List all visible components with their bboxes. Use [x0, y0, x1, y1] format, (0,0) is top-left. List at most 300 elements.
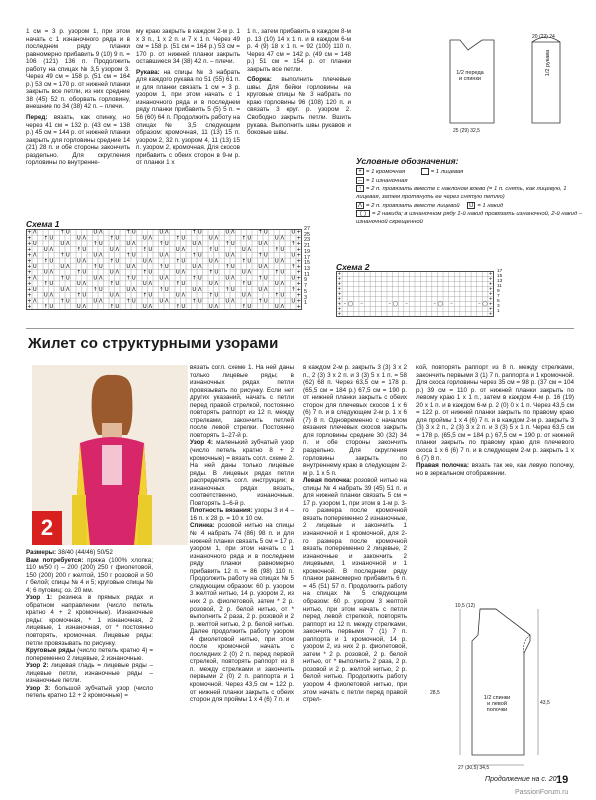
- legend-item: Λ = 2 п. провязать вместе лицевой U = 1 накид: [357, 202, 504, 209]
- grid-symbol: U: [274, 235, 279, 242]
- grid-symbol: U: [263, 252, 268, 259]
- grid-symbol: +: [27, 286, 32, 293]
- grid-symbol: Λ: [115, 246, 120, 253]
- row-number: 25: [304, 231, 311, 238]
- grid-symbol: U: [115, 258, 120, 265]
- grid-symbol: ↑: [109, 235, 114, 242]
- knit-icon: [421, 168, 429, 175]
- grid-symbol: ◯: [392, 302, 399, 308]
- grid-symbol: U: [60, 263, 65, 270]
- grid-symbol: Λ: [32, 298, 37, 305]
- schema-2-grid: [336, 271, 494, 317]
- top-col-2-text: му краю закрыть в каждом 2-м р. 1 х 3 п., 1 х 2 п. и 7 х 1 п. Через 49 см = 158 р. (51 см = 164 р.) 53 см = 170 р. от нижней планки закрыть оставшиеся 34 (38) 42 п. – плечи.: [136, 28, 240, 66]
- grid-symbol: Λ: [181, 246, 186, 253]
- grid-symbol: –: [450, 302, 453, 308]
- grid-symbol: –: [343, 302, 347, 308]
- grid-symbol: U: [32, 286, 37, 293]
- grid-symbol: +: [337, 277, 342, 283]
- schema-2-label: Схема 2: [336, 262, 370, 272]
- grid-symbol: +: [296, 286, 301, 293]
- grid-symbol: ↑: [241, 303, 246, 310]
- grid-symbol: ↑: [159, 286, 164, 293]
- schematic-measure: 27 (30,5) 34,5: [458, 765, 490, 771]
- grid-symbol: ◯: [482, 302, 488, 308]
- pattern-1-heading: Узор 1:: [26, 594, 53, 602]
- grid-symbol: U: [93, 252, 98, 259]
- row-number: 9: [497, 289, 500, 294]
- grid-symbol: U: [60, 241, 65, 248]
- grid-symbol: U: [142, 303, 147, 310]
- grid-symbol: ↑: [76, 269, 81, 276]
- grid-symbol: Λ: [148, 303, 153, 310]
- grid-symbol: U: [280, 292, 285, 299]
- back-heading: Спинка:: [190, 522, 215, 530]
- grid-symbol: U: [225, 298, 230, 305]
- row-number: 17: [497, 269, 503, 274]
- front-heading: Перед:: [26, 114, 48, 122]
- right-front-text: вязать так же, как левую полочку, но в зеркальном отображении.: [416, 462, 574, 477]
- grid-symbol: U: [115, 303, 120, 310]
- legend-item: ↑ = 2 п. провязать вместе с наклоном влево (= 1 п. снять, как лицевую, 1 лицевая, затем протянуть ее через снятую петлю): [356, 186, 567, 200]
- grid-symbol: Λ: [280, 258, 285, 265]
- pattern-2-text: лицевая гладь = лицевые ряды – лицевые петли, изнаночные ряды – изнаночные петли.: [26, 662, 153, 685]
- grid-symbol: ↑: [241, 281, 246, 288]
- grid-symbol: Λ: [98, 275, 103, 282]
- row-number: 19: [304, 248, 311, 255]
- model-photo: [32, 365, 188, 545]
- grid-symbol: U: [43, 292, 48, 299]
- ssk-icon: ↑: [356, 185, 364, 192]
- row-number: 3: [497, 304, 500, 309]
- grid-symbol: ↑: [274, 292, 279, 299]
- grid-symbol: ◯: [437, 302, 443, 308]
- legend-item: ◯ = 2 накида; в изнаночном ряду 1-й накид провязать изнаночной, 2-й накид – изнаночной скрещенной: [356, 211, 583, 225]
- grid-symbol: U: [214, 292, 219, 299]
- grid-symbol: U: [76, 281, 81, 288]
- grid-symbol: ↑: [225, 263, 230, 270]
- top-col-3-text: 1 п., затем прибавить в каждом 8-м р. 13 (10) 14 х 1 п. и в каждом 6-м р. 4 (9) 18 х 1 п. = 92 (100) 110 п. Через 47 см = 142 р. (49 см = 148 р.) 51 см = 154 р. от планки закрыть все петли.: [247, 28, 351, 73]
- grid-symbol: ↑: [192, 229, 197, 236]
- grid-symbol: +: [488, 292, 493, 298]
- grid-symbol: Λ: [98, 298, 103, 305]
- grid-symbol: U: [131, 298, 136, 305]
- schema-1-grid: [26, 229, 302, 311]
- grid-symbol: U: [214, 269, 219, 276]
- grid-symbol: U: [49, 281, 54, 288]
- grid-symbol: U: [291, 252, 296, 259]
- grid-symbol: U: [230, 263, 235, 270]
- grid-symbol: Λ: [230, 298, 235, 305]
- grid-symbol: ↑: [274, 269, 279, 276]
- grid-symbol: U: [98, 286, 103, 293]
- grid-symbol: ↑: [208, 292, 213, 299]
- grid-symbol: ↑: [159, 263, 164, 270]
- row-number: 11: [497, 284, 502, 289]
- grid-symbol: U: [65, 275, 70, 282]
- grid-symbol: Λ: [49, 292, 54, 299]
- grid-symbol: U: [192, 286, 197, 293]
- grid-symbol: Λ: [32, 252, 37, 259]
- grid-symbol: U: [208, 303, 213, 310]
- row-number: 13: [497, 279, 503, 284]
- grid-symbol: U: [49, 235, 54, 242]
- grid-symbol: ↑: [43, 303, 48, 310]
- grid-symbol: Λ: [82, 281, 87, 288]
- grid-symbol: U: [247, 258, 252, 265]
- grid-symbol: U: [82, 246, 87, 253]
- top-col-1: [26, 28, 130, 167]
- top-col-1-text: 1 см = 3 р. узором 1, при этом начать с 1 изнаночного ряда и в последнем ряду планки равномерно прибавить 9 (10) 9 п. = 106 (121) 136 п. Продолжить работу на спицах № 3,5 узором 3. Через 49 см = 158 р. (51 см = 164 р.) 53 см = 170 р. от нижней планки закрыть все петли, из них средние 38 (45) 52 п. оборвать горловину, внешние по 34 (38) 42 п. – плечи.: [26, 28, 130, 111]
- grid-symbol: U: [164, 286, 169, 293]
- grid-symbol: U: [142, 281, 147, 288]
- pattern-3-text: большой зубчатый узор (число петель кратно 12 + 2 кромочные) =: [26, 684, 153, 700]
- grid-symbol: ↑: [142, 246, 147, 253]
- grid-symbol: U: [49, 258, 54, 265]
- grid-symbol: ↑: [291, 263, 296, 270]
- row-number: 3: [304, 294, 308, 301]
- grid-symbol: Λ: [115, 292, 120, 299]
- grid-symbol: +: [488, 297, 493, 303]
- grid-symbol: +: [27, 303, 32, 310]
- schematic-measure: 43,5: [540, 700, 550, 706]
- grid-symbol: ↑: [60, 252, 65, 259]
- grid-symbol: ↑: [225, 286, 230, 293]
- grid-symbol: Λ: [65, 241, 70, 248]
- grid-symbol: U: [197, 252, 202, 259]
- left-front-text: розовой нитью на спицы № 4 набрать 39 (45) 51 п. и для нижней планки связать 5 см = 17 р. узором 1, при этом в 1-м р. 3-го размера после кромочной вязать попеременно 2 изнаночные, 2 лицевые и закончить 1 изнаночной и 1 кромочной, для 2-го размера после кромочной вязать попеременно 2 лицевые, 2 изнаночные и закончить 2 лицевыми, 1 изнаночной и 1 кромочной. В последнем ряду планки равномерно прибавить 6 п. = 45 (51) 57 п. Продолжить работу на спицах № 5 следующим образом: 60 р. узором 3 желтой нитью, при этом начать с петли перед левой стрелкой, повторять раппорт из 12 п. между стрелками, закончить первыми 7 (1) 7 п. раппорта и 1 кромочной, 14 р. узором 2, из них 2 р. фиолетовой, затем * 2 р. розовой, 2 р. белой нитью, от * выполнить 2 раза, 2 р. розовой и 2 р. желтой нитью, 2 р. белой нитью. Продолжить работу узором 4 фиолетовой нитью, при этом начать с петли перед правой стрел-: [303, 477, 408, 704]
- grid-symbol: U: [131, 275, 136, 282]
- grid-symbol: +: [488, 277, 493, 283]
- grid-symbol: Λ: [98, 252, 103, 259]
- grid-symbol: U: [263, 229, 268, 236]
- grid-symbol: +: [27, 269, 32, 276]
- grid-symbol: +: [27, 241, 32, 248]
- grid-symbol: U: [291, 298, 296, 305]
- grid-symbol: U: [197, 275, 202, 282]
- grid-symbol: Λ: [65, 263, 70, 270]
- sleeves-text: на спицы № 3 набрать для каждого рукава по 51 (55) 61 п. и для планки связать 1 см = 3 р. узором 1, при этом начать с 1 изнаночного ряда и в последнем ряду планки прибавить 5 (5) 5 п. = 56 (60) 64 п. Продолжить работу на спицах № 3,5 следующим образом: кромочная, 11 (13) 15 п. узором 2, 32 п. узором 4, 11 (13) 15 п. узором 2, кромочная. Для скосов прибавить с обеих сторон в 9-м р. от планки 1 х: [136, 68, 240, 167]
- grid-symbol: U: [148, 292, 153, 299]
- grid-symbol: ↑: [60, 298, 65, 305]
- row-number: 17: [304, 254, 311, 261]
- sizes-text: 38/40 (44/46) 50/52: [56, 549, 113, 556]
- grid-symbol: +: [488, 302, 493, 308]
- grid-symbol: +: [27, 252, 32, 259]
- grid-symbol: +: [27, 298, 32, 305]
- vest-schematic: [430, 595, 580, 775]
- grid-symbol: ↑: [208, 246, 213, 253]
- grid-symbol: U: [258, 241, 263, 248]
- front-width-label: 25 (29) 32,5: [453, 128, 480, 134]
- grid-symbol: –: [433, 302, 436, 308]
- front-back-label: 1/2 переда и спинки: [456, 70, 484, 82]
- grid-symbol: +: [337, 287, 342, 293]
- grid-symbol: ◯: [347, 302, 354, 308]
- grid-symbol: +: [27, 235, 32, 242]
- row-number: 21: [304, 243, 311, 250]
- pattern-3-heading: Узор 3:: [26, 684, 51, 692]
- grid-symbol: U: [258, 286, 263, 293]
- grid-symbol: +: [488, 272, 493, 278]
- left-front-continued: кой, повторять раппорт из 8 п. между стрелками, закончить первыми 3 (1) 7 п. раппорта и 1 кромочной. Для скоса горловины через 35 см = 98 р. (37 см = 104 р.) 39 см = 110 р. от нижней планки закрыть по левому краю 1 х 1 п., затем в каждом 4-м р. 16 (19) 20 х 1 п. и в каждом 6-м р. 2 (0) 0 х 1 п. Через 43,5 см = 122 р. от нижней планки закрыть по правому краю для проймы 1 х 4 (6) 7 п. и в каждом 2-м р. закрыть 3 (3) 3 х 2 п., 2 (3) 3 х 2 п. и 3 (3) 5 х 1 п. Через 63,5 см = 178 р. (65,5 см = 184 р.) 67,5 см = 190 р. от нижней планки закрыть по правому краю для плечевого скоса 1 х 6 (6) 7 п. и в следующем 2-м р. закрыть 1 х 6 (7) 8 п.: [416, 364, 574, 462]
- grid-symbol: U: [115, 235, 120, 242]
- grid-symbol: U: [142, 258, 147, 265]
- row-number: 23: [304, 237, 311, 244]
- grid-symbol: U: [225, 275, 230, 282]
- grid-symbol: Λ: [230, 229, 235, 236]
- grid-symbol: ↑: [60, 229, 65, 236]
- grid-symbol: U: [98, 263, 103, 270]
- row-number: 1: [497, 309, 500, 314]
- grid-symbol: U: [175, 292, 180, 299]
- grid-symbol: ↑: [241, 258, 246, 265]
- grid-symbol: Λ: [148, 258, 153, 265]
- grid-symbol: U: [230, 286, 235, 293]
- grid-symbol: –: [388, 302, 391, 308]
- grid-symbol: Λ: [263, 241, 268, 248]
- yarn-over-icon: U: [469, 202, 474, 209]
- grid-symbol: ↑: [142, 292, 147, 299]
- grid-symbol: ↑: [225, 241, 230, 248]
- row-number: 7: [304, 283, 308, 290]
- selvage-icon: +: [356, 168, 364, 175]
- legend: [356, 156, 584, 226]
- left-front-heading: Левая полочка:: [303, 477, 352, 485]
- rounds-heading: Круговые ряды: [26, 647, 76, 655]
- grid-symbol: +: [27, 263, 32, 270]
- grid-symbol: U: [76, 258, 81, 265]
- grid-symbol: Λ: [164, 275, 169, 282]
- grid-symbol: U: [241, 292, 246, 299]
- grid-symbol: Λ: [82, 258, 87, 265]
- grid-symbol: U: [148, 246, 153, 253]
- grid-symbol: U: [76, 235, 81, 242]
- grid-symbol: Λ: [164, 298, 169, 305]
- grid-symbol: U: [230, 241, 235, 248]
- grid-symbol: ↑: [192, 298, 197, 305]
- grid-symbol: ↑: [159, 241, 164, 248]
- grid-symbol: Λ: [131, 286, 136, 293]
- grid-symbol: U: [159, 252, 164, 259]
- grid-symbol: +: [27, 281, 32, 288]
- grid-symbol: U: [241, 246, 246, 253]
- grid-symbol: +: [488, 312, 493, 317]
- grid-symbol: Λ: [247, 269, 252, 276]
- grid-symbol: Λ: [214, 235, 219, 242]
- gauge-heading: Плотность вязания:: [190, 507, 253, 515]
- sleeves-heading: Рукава:: [136, 68, 160, 76]
- grid-symbol: U: [43, 246, 48, 253]
- vest-schematic-label: 1/2 спинки и левой полочки: [483, 695, 511, 713]
- grid-symbol: Λ: [214, 303, 219, 310]
- grid-symbol: Λ: [32, 275, 37, 282]
- grid-symbol: +: [337, 307, 342, 313]
- grid-symbol: +: [296, 303, 301, 310]
- grid-symbol: Λ: [280, 235, 285, 242]
- grid-symbol: Λ: [82, 235, 87, 242]
- grid-symbol: U: [208, 281, 213, 288]
- section-divider: [26, 328, 574, 329]
- grid-symbol: U: [274, 258, 279, 265]
- grid-symbol: U: [181, 258, 186, 265]
- grid-symbol: +: [27, 275, 32, 282]
- grid-symbol: –: [405, 302, 408, 308]
- grid-symbol: U: [76, 303, 81, 310]
- grid-symbol: +: [337, 302, 342, 308]
- continued-note: Продолжение на с. 20: [485, 776, 557, 783]
- grid-symbol: U: [60, 286, 65, 293]
- grid-symbol: Λ: [263, 286, 268, 293]
- grid-symbol: Λ: [32, 229, 37, 236]
- front-text: вязать, как спинку, но через 41 см = 132 р. (43 см = 138 р.) 45 см = 144 р. от нижней планки закрыть для горловины средние 14 (21) 28 п. и обе стороны закончить раздельно. Для скругления горловины по внутренне-: [26, 114, 130, 167]
- grid-symbol: U: [164, 241, 169, 248]
- grid-symbol: U: [241, 269, 246, 276]
- grid-symbol: U: [291, 229, 296, 236]
- grid-symbol: U: [291, 275, 296, 282]
- grid-symbol: Λ: [181, 292, 186, 299]
- grid-symbol: U: [49, 303, 54, 310]
- grid-symbol: Λ: [247, 292, 252, 299]
- row-number: 5: [304, 288, 308, 295]
- grid-symbol: Λ: [230, 252, 235, 259]
- row-number: 13: [304, 266, 311, 272]
- rounds-text: (число петель кратно 4) = попеременно 2 лицевые, 2 изнаночные.: [26, 647, 153, 662]
- grid-symbol: ↑: [291, 241, 296, 248]
- grid-symbol: +: [27, 246, 32, 253]
- grid-symbol: Λ: [263, 263, 268, 270]
- row-number: 11: [304, 271, 310, 278]
- article-col-3: [303, 364, 407, 704]
- grid-symbol: ↑: [93, 263, 98, 270]
- grid-symbol: Λ: [197, 241, 202, 248]
- grid-symbol: U: [225, 229, 230, 236]
- grid-symbol: U: [93, 229, 98, 236]
- pattern-4-heading: Узор 4:: [190, 439, 214, 447]
- grid-symbol: U: [274, 281, 279, 288]
- row-number: 15: [304, 260, 311, 267]
- schema-1-label: Схема 1: [26, 219, 60, 229]
- legend-item: + = 1 кромочная = 1 лицевая: [356, 168, 584, 177]
- grid-symbol: U: [131, 252, 136, 259]
- grid-symbol: +: [27, 229, 32, 236]
- grid-symbol: U: [175, 246, 180, 253]
- k2tog-icon: Λ: [357, 202, 362, 209]
- grid-symbol: Λ: [164, 252, 169, 259]
- grid-symbol: ↑: [241, 235, 246, 242]
- grid-symbol: U: [214, 246, 219, 253]
- grid-symbol: Λ: [148, 235, 153, 242]
- grid-symbol: Λ: [280, 281, 285, 288]
- sleeve-top-label: 20 (22) 24: [532, 34, 555, 40]
- grid-symbol: ↑: [192, 252, 197, 259]
- grid-symbol: ↑: [258, 275, 263, 282]
- grid-symbol: Λ: [115, 269, 120, 276]
- grid-symbol: U: [65, 298, 70, 305]
- grid-symbol: Λ: [82, 303, 87, 310]
- grid-symbol: Λ: [280, 303, 285, 310]
- schematic-measure: 28,5: [430, 690, 440, 696]
- grid-symbol: +: [296, 263, 301, 270]
- grid-symbol: ↑: [126, 229, 131, 236]
- pattern-1-text: резинка в прямых рядах и обратном направлении (число петель кратно 4 + 2 кромочные). Изнаночные ряды: кромочная, * 1 изнаночная, 2 лицевые, 1 изнаночная, от * постоянно повторять, кромочная. Лицевые ряды: петли провязывать по рисунку.: [26, 594, 153, 647]
- grid-symbol: ↑: [175, 281, 180, 288]
- grid-symbol: U: [159, 229, 164, 236]
- grid-symbol: +: [337, 282, 342, 288]
- grid-symbol: ↑: [126, 275, 131, 282]
- grid-symbol: +: [27, 258, 32, 265]
- grid-symbol: U: [280, 246, 285, 253]
- grid-symbol: +: [296, 298, 301, 305]
- grid-symbol: U: [164, 263, 169, 270]
- grid-symbol: U: [142, 235, 147, 242]
- article-col-1: [26, 549, 153, 700]
- grid-symbol: Λ: [197, 263, 202, 270]
- grid-symbol: U: [93, 275, 98, 282]
- grid-symbol: U: [65, 229, 70, 236]
- grid-symbol: Λ: [247, 246, 252, 253]
- pattern-number-badge: 2: [32, 511, 62, 545]
- grid-symbol: U: [280, 269, 285, 276]
- grid-symbol: ↑: [93, 286, 98, 293]
- grid-symbol: U: [263, 298, 268, 305]
- grid-symbol: +: [488, 287, 493, 293]
- grid-symbol: U: [192, 241, 197, 248]
- grid-symbol: ↑: [126, 252, 131, 259]
- grid-symbol: Λ: [98, 229, 103, 236]
- grid-symbol: Λ: [214, 258, 219, 265]
- grid-symbol: U: [126, 241, 131, 248]
- grid-symbol: Λ: [49, 269, 54, 276]
- grid-symbol: +: [296, 258, 301, 265]
- grid-symbol: Λ: [65, 286, 70, 293]
- grid-symbol: U: [109, 269, 114, 276]
- grid-symbol: Λ: [197, 286, 202, 293]
- grid-symbol: U: [181, 235, 186, 242]
- grid-symbol: U: [197, 298, 202, 305]
- back-continued: в каждом 2-м р. закрыть 3 (3) 3 х 2 п., 2 (3) 3 х 2 п. и 3 (3) 5 х 1 п. = 58 (62) 68 п. Через 63,5 см = 178 р. (65,5 см = 184 р.) 67,5 см = 190 р. от нижней планки закрыть с обеих сторон для плечевых скосов 1 х 6 (6) 7 п. и в следующем 2-м р. 1 х 6 (7) 8 п. Одновременно с началом вязания плечевых скосов закрыть для горловины средние 30 (32) 34 п. и обе стороны закончить раздельно. Для скругления горловины закрыть по внутреннему краю в следующем 2-м р. 1 х 5 п.: [303, 364, 407, 477]
- grid-symbol: +: [296, 235, 301, 242]
- grid-symbol: +: [296, 275, 301, 282]
- sizes-heading: Размеры:: [26, 549, 57, 556]
- pattern-2-heading: Узор 2:: [26, 662, 49, 670]
- row-number: 27: [304, 226, 311, 232]
- grid-symbol: Λ: [214, 281, 219, 288]
- grid-symbol: ↑: [126, 298, 131, 305]
- grid-symbol: +: [337, 292, 342, 298]
- grid-symbol: ↑: [76, 292, 81, 299]
- grid-symbol: U: [98, 241, 103, 248]
- grid-symbol: U: [247, 281, 252, 288]
- grid-symbol: U: [274, 303, 279, 310]
- grid-symbol: U: [208, 258, 213, 265]
- grid-symbol: +: [337, 272, 342, 278]
- grid-symbol: ↑: [258, 252, 263, 259]
- grid-symbol: U: [175, 269, 180, 276]
- grid-symbol: U: [208, 235, 213, 242]
- grid-symbol: ↑: [274, 246, 279, 253]
- legend-item: – = 1 изнаночная: [356, 177, 584, 186]
- grid-symbol: ↑: [258, 229, 263, 236]
- grid-symbol: U: [32, 241, 37, 248]
- sleeve-label: 1/2 рукава: [545, 49, 552, 77]
- grid-symbol: U: [82, 269, 87, 276]
- article-col-2: [190, 364, 294, 704]
- grid-symbol: ↑: [175, 258, 180, 265]
- grid-symbol: +: [296, 241, 301, 248]
- grid-symbol: U: [115, 281, 120, 288]
- grid-symbol: U: [192, 263, 197, 270]
- grid-symbol: +: [296, 292, 301, 299]
